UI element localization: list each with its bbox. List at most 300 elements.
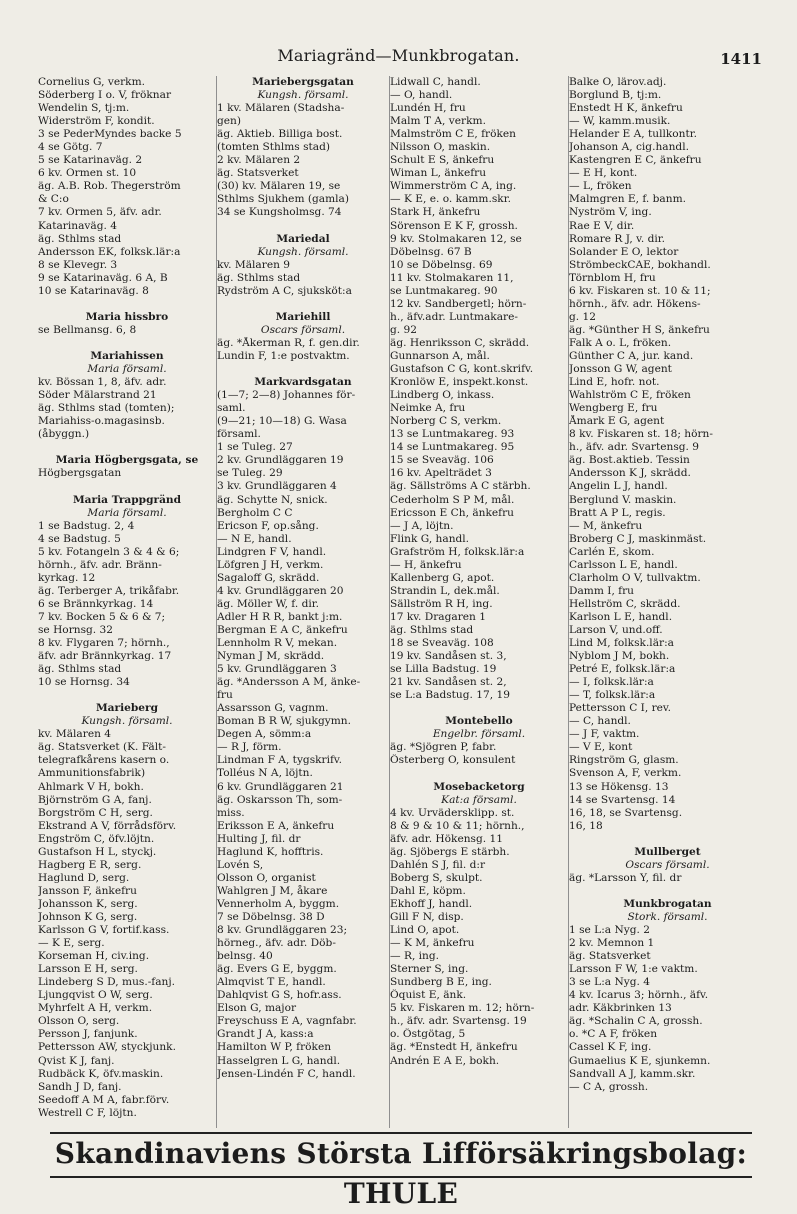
directory-entry: — C A, grossh. <box>569 1080 649 1093</box>
directory-entry: se Tuleg. 29 <box>217 467 283 480</box>
directory-entry: Nilsson O, maskin. <box>390 141 491 154</box>
directory-entry: Sandh J D, fanj. <box>38 1080 122 1093</box>
directory-entry <box>390 702 568 715</box>
directory-entry: 3 se PederMyndes backe 5 <box>38 128 182 141</box>
directory-entry: Jensen-Lindén F C, handl. <box>217 1067 356 1080</box>
section-heading: Maria hissbro <box>85 310 169 323</box>
directory-entry: 7 se Döbelnsg. 38 D <box>217 911 325 923</box>
directory-entry: 10 se Döbelnsg. 69 <box>390 258 493 271</box>
section-heading: Maria Högbergsgata, se <box>55 454 199 467</box>
directory-entry: Österberg O, konsulent <box>390 754 516 767</box>
directory-entry: 5 kv. Fotangeln 3 & 4 & 6; <box>38 545 180 558</box>
directory-entry: Olsson O, organist <box>217 871 316 884</box>
directory-entry: äg. *Enstedt H, änkefru <box>390 1041 518 1054</box>
directory-entry: 4 se Badstug. 5 <box>38 532 121 545</box>
directory-entry: Lind O, apot. <box>390 924 460 937</box>
directory-entry: 34 se Kungsholmsg. 74 <box>217 206 342 219</box>
parish-subheading: Maria församl. <box>87 363 167 376</box>
directory-entry: Grandt J A, kass:a <box>217 1028 314 1041</box>
directory-entry: 4 se Götg. 7 <box>38 141 103 154</box>
directory-entry: g. 92 <box>390 323 417 336</box>
directory-entry: Sandvall A J, kamm.skr. <box>569 1067 696 1080</box>
directory-entry: 21 kv. Sandåsen st. 2, <box>390 676 507 689</box>
directory-entry: Seedoff A M A, fabr.förv. <box>38 1093 170 1106</box>
page-header <box>0 46 797 70</box>
directory-entry: Cornelius G, verkm. <box>38 76 146 88</box>
section-heading: Mariehill <box>275 310 331 323</box>
directory-entry: 2 kv. Grundläggaren 19 <box>217 454 344 467</box>
directory-entry: Wengberg E, fru <box>569 402 658 415</box>
directory-entry: äg. Möller W, f. dir. <box>217 597 320 610</box>
directory-entry: Lovén S, <box>217 858 264 871</box>
section-heading: Mariahissen <box>90 349 164 362</box>
directory-entry: Malmström C E, fröken <box>390 128 516 141</box>
parish-subheading: Kungsh. församl. <box>81 715 173 728</box>
directory-entry: Ringström G, glasm. <box>569 754 679 767</box>
parish-subheading: Kungsh. församl. <box>257 245 349 258</box>
directory-entry: Gustafson H L, styckj. <box>38 845 157 858</box>
directory-entry: Olsson O, serg. <box>38 1015 120 1028</box>
directory-entry: Larsson E H, serg. <box>38 963 138 976</box>
directory-entry: — H, änkefru <box>390 558 462 571</box>
column-2 <box>217 76 389 1128</box>
directory-entry: Döbelnsg. 67 B <box>390 245 472 258</box>
directory-entry: Hellström C, skrädd. <box>569 597 681 610</box>
section-heading: Mullberget <box>634 845 701 858</box>
directory-entry: Ericson F, op.sång. <box>217 519 319 532</box>
directory-entry: 14 se Svartensg. 14 <box>569 793 676 806</box>
directory-entry: Öquist E, änk. <box>390 989 467 1002</box>
directory-entry: — I, folksk.lär:a <box>569 676 654 689</box>
directory-entry: Karlsson G V, fortif.kass. <box>38 924 170 937</box>
directory-entry: Clarholm O V, tullvaktm. <box>569 571 701 584</box>
directory-entry: Mariahiss-o.magasinsb. <box>38 415 165 428</box>
directory-entry: Sundberg B E, ing. <box>390 976 492 989</box>
directory-entry: Norberg C S, verkm. <box>390 415 502 428</box>
directory-entry: Hagberg E R, serg. <box>38 858 142 871</box>
directory-entry: äg. *Günther H S, änkefru <box>569 323 710 336</box>
directory-entry: — O, handl. <box>390 89 453 102</box>
directory-entry <box>38 337 216 350</box>
directory-entry: 5 kv. Grundläggaren 3 <box>217 663 337 676</box>
parish-subheading: Engelbr. församl. <box>432 728 526 741</box>
directory-entry: Falk A o. L, fröken. <box>569 336 672 349</box>
directory-entry: Pettersson C I, rev. <box>569 702 672 715</box>
directory-entry: Gunnarson A, mål. <box>390 349 490 362</box>
directory-entry: 2 kv. Mälaren 2 <box>217 154 301 167</box>
directory-entry: äg. *Åkerman R, f. gen.dir. <box>217 336 360 349</box>
directory-entry: (30) kv. Mälaren 19, se <box>217 180 341 193</box>
directory-entry: — J F, vaktm. <box>569 728 640 741</box>
directory-entry: 10 se Hornsg. 34 <box>38 676 130 689</box>
directory-entry: Balke O, lärov.adj. <box>569 76 667 88</box>
directory-entry: äg. Henriksson C, skrädd. <box>390 336 530 349</box>
directory-entry: äg. Aktieb. Billiga bost. <box>217 128 343 141</box>
directory-entry: — K E, e. o. kamm.skr. <box>390 193 511 206</box>
directory-entry: Johnson K G, serg. <box>38 911 138 923</box>
directory-entry: Dahlén S J, fil. d:r <box>390 858 486 871</box>
directory-entry: saml. <box>217 402 246 415</box>
directory-entry: Wahlström C E, fröken <box>569 389 691 402</box>
parish-subheading: Oscars församl. <box>260 323 346 336</box>
directory-entry: 6 kv. Ormen st. 10 <box>38 167 137 180</box>
directory-entry: Malm T A, verkm. <box>390 115 486 128</box>
directory-entry: Söderberg I o. V, fröknar <box>38 89 172 102</box>
directory-entry: se Luntmakareg. 90 <box>390 284 498 297</box>
directory-entry <box>569 885 766 898</box>
directory-entry: — C, handl. <box>569 715 631 728</box>
directory-entry: o. Östgötag, 5 <box>390 1028 466 1041</box>
directory-entry: fru <box>217 689 233 702</box>
advertisement-banner: Skandinaviens Största Lifförsäkringsbolag: THULE <box>50 1132 752 1178</box>
section-heading: Markvardsgatan <box>254 376 352 389</box>
directory-entry: Westrell C F, löjtn. <box>38 1106 137 1119</box>
directory-entry: Pettersson AW, styckjunk. <box>38 1041 176 1054</box>
directory-entry: 6 se Brännkyrkag. 14 <box>38 597 154 610</box>
directory-entry: Wiman L, änkefru <box>390 167 487 180</box>
directory-entry: se Bellmansg. 6, 8 <box>38 323 137 336</box>
directory-entry: äg. Sthlms stad <box>390 623 474 636</box>
directory-entry: Ammunitionsfabrik) <box>38 767 146 780</box>
directory-entry: Boberg S, skulpt. <box>390 871 483 884</box>
directory-entry: Helander E A, tullkontr. <box>569 128 698 141</box>
directory-entry: Bergman E A C, änkefru <box>217 623 348 636</box>
directory-entry: Persson J, fanjunk. <box>38 1028 138 1041</box>
directory-entry: Schult E S, änkefru <box>390 154 495 167</box>
directory-entry: Korseman H, civ.ing. <box>38 950 150 963</box>
directory-entry: Tolléus N A, löjtn. <box>217 767 313 780</box>
directory-entry: 9 kv. Stolmakaren 12, se <box>390 232 522 245</box>
column-4 <box>569 76 766 1128</box>
directory-entry: se Lilla Badstug. 19 <box>390 663 497 676</box>
directory-entry: o. *C A F, fröken <box>569 1028 658 1041</box>
directory-entry: äg. Oskarsson Th, som- <box>217 793 343 806</box>
directory-entry: Cederholm S P M, mål. <box>390 493 515 506</box>
running-title: Mariagränd—Munkbrogatan. <box>277 46 520 65</box>
directory-entry <box>217 298 389 311</box>
directory-entry: Andersson K J, skrädd. <box>569 467 691 480</box>
parish-subheading: Kungsh. församl. <box>257 89 349 102</box>
directory-entry: Johansson K, serg. <box>38 897 138 910</box>
directory-entry: Widerström F, kondit. <box>38 115 155 128</box>
directory-entry: hörnh., äfv. adr. Hökens- <box>569 297 701 310</box>
directory-entry: (åbyggn.) <box>38 428 90 441</box>
page-number: 1411 <box>720 50 762 68</box>
directory-entry: 10 se Katarinaväg. 8 <box>38 284 149 297</box>
directory-entry: äg. Sjöbergs E stärbh. <box>390 845 510 858</box>
directory-entry: — R, ing. <box>390 950 440 963</box>
directory-entry: äg. Evers G E, byggm. <box>217 963 337 976</box>
directory-entry: Lind E, hofr. not. <box>569 376 660 389</box>
directory-entry: Dahlqvist G S, hofr.ass. <box>217 989 342 1002</box>
directory-columns <box>38 76 766 1128</box>
directory-entry: 8 se Klevegr. 3 <box>38 258 118 271</box>
directory-entry: StrömbeckCAE, bokhandl. <box>569 258 711 271</box>
directory-entry: församl. <box>217 428 261 441</box>
directory-entry: 16 kv. Apelträdet 3 <box>390 467 492 480</box>
directory-entry: Berglund V. maskin. <box>569 493 677 506</box>
directory-entry: se L:a Badstug. 17, 19 <box>390 689 510 702</box>
directory-entry: 1 se Badstug. 2, 4 <box>38 519 135 532</box>
directory-entry: 9 se Katarinaväg. 6 A, B <box>38 271 168 284</box>
directory-entry: 13 se Hökensg. 13 <box>569 780 669 793</box>
directory-entry: 1 se L:a Nyg. 2 <box>569 924 650 937</box>
directory-entry: äg. Bost.aktieb. Tessin <box>569 454 690 467</box>
directory-entry: äg. A.B. Rob. Thegerström <box>38 180 181 193</box>
directory-entry: Hamilton W P, fröken <box>217 1041 332 1054</box>
directory-entry: 18 se Sveaväg. 108 <box>390 637 494 650</box>
directory-entry: Gustafson C G, kont.skrifv. <box>390 363 534 376</box>
directory-entry: (1—7; 2—8) Johannes för- <box>217 389 356 402</box>
directory-entry: h., äfv. adr. Svartensg. 19 <box>390 1015 527 1028</box>
directory-entry: Wahlgren J M, åkare <box>217 884 328 897</box>
directory-entry: 4 kv. Icarus 3; hörnh., äfv. <box>569 989 709 1002</box>
section-heading: Marieberg <box>95 702 159 715</box>
directory-entry <box>390 767 568 780</box>
directory-entry: Lindgren F V, handl. <box>217 545 327 558</box>
directory-entry: äg. *Andersson A M, änke- <box>217 676 361 689</box>
directory-entry: — T, folksk.lär:a <box>569 689 656 702</box>
directory-entry: 15 se Sveaväg. 106 <box>390 454 494 467</box>
directory-entry: Ekstrand A V, förrådsförv. <box>38 819 177 832</box>
parish-subheading: Oscars församl. <box>625 858 710 871</box>
directory-entry: Hulting J, fil. dr <box>217 832 301 845</box>
directory-entry: 2 kv. Memnon 1 <box>569 937 655 950</box>
directory-entry: kv. Bössan 1, 8, äfv. adr. <box>38 376 167 389</box>
directory-entry: Angelin L J, handl. <box>569 480 668 493</box>
directory-entry: Rae E V, dir. <box>569 219 635 232</box>
section-heading: Maria Trappgränd <box>72 493 182 506</box>
directory-entry: Högbergsgatan <box>38 467 122 480</box>
directory-entry: h., äfv.adr. Luntmakare- <box>390 310 518 323</box>
directory-entry: Eriksson E A, änkefru <box>217 819 335 832</box>
directory-entry: hörnh., äfv. adr. Bränn- <box>38 558 162 571</box>
directory-entry: Larson V, und.off. <box>569 623 663 636</box>
directory-entry: Nyström V, ing. <box>569 206 652 219</box>
directory-entry: 6 kv. Grundläggaren 21 <box>217 780 344 793</box>
directory-entry: gen) <box>217 115 242 128</box>
directory-entry: Grafström H, folksk.lär:a <box>390 545 525 558</box>
directory-entry: Gill F N, disp. <box>390 911 464 923</box>
directory-entry: äg. Schytte N, snick. <box>217 493 328 506</box>
directory-entry: Andrén E A E, bokh. <box>390 1054 500 1067</box>
directory-entry: Törnblom H, fru <box>569 271 656 284</box>
directory-entry <box>38 441 216 454</box>
directory-entry: 5 kv. Fiskaren m. 12; hörn- <box>390 1002 535 1015</box>
directory-entry: Jansson F, änkefru <box>38 884 137 897</box>
directory-entry: 11 kv. Stolmakaren 11, <box>390 271 514 284</box>
directory-entry: adr. Käkbrinken 13 <box>569 1002 672 1015</box>
directory-entry: 5 se Katarinaväg. 2 <box>38 154 143 167</box>
directory-entry: miss. <box>217 806 245 819</box>
directory-entry: Åmark E G, agent <box>569 415 665 428</box>
directory-entry: — J A, löjtn. <box>390 519 454 532</box>
directory-entry: Malmgren E, f. banm. <box>569 193 686 206</box>
directory-entry: 19 kv. Sandåsen st. 3, <box>390 650 507 663</box>
directory-entry: Lindberg O, inkass. <box>390 389 495 402</box>
directory-entry: — E H, kont. <box>569 167 638 180</box>
directory-entry: Dahl E, köpm. <box>390 884 466 897</box>
section-heading: Munkbrogatan <box>623 897 712 910</box>
directory-entry: Borglund B, tj:m. <box>569 89 662 102</box>
directory-entry: Damm I, fru <box>569 584 634 597</box>
directory-entry: äg. Sthlms stad <box>38 232 122 245</box>
directory-entry: äg. *Sjögren P, fabr. <box>390 741 497 754</box>
directory-entry: Bergholm C C <box>217 506 293 519</box>
directory-entry: — K M, änkefru <box>390 937 475 950</box>
directory-entry: äfv. adr. Hökensg. 11 <box>390 832 503 845</box>
directory-entry: Jonsson G W, agent <box>569 363 672 376</box>
directory-entry: Söder Mälarstrand 21 <box>38 389 157 402</box>
directory-entry: Haglund K, hofftris. <box>217 845 324 858</box>
directory-entry: Katarinaväg. 4 <box>38 219 117 232</box>
directory-entry: Qvist K J, fanj. <box>38 1054 115 1067</box>
directory-entry: Carlén E, skom. <box>569 545 655 558</box>
directory-entry: Bratt A P L, regis. <box>569 506 666 519</box>
directory-entry: Adler H R R, bankt j:m. <box>217 610 343 623</box>
directory-entry: äg. *Larsson Y, fil. dr <box>569 871 682 884</box>
directory-entry: 12 kv. Sandbergetl; hörn- <box>390 297 527 310</box>
directory-entry: 16, 18 <box>569 819 603 832</box>
directory-entry: Kallenberg G, apot. <box>390 571 495 584</box>
directory-entry: Freyschuss E A, vagnfabr. <box>217 1015 357 1028</box>
directory-entry: 8 kv. Fiskaren st. 18; hörn- <box>569 428 713 441</box>
directory-entry: — K E, serg. <box>38 937 105 950</box>
directory-entry: — M, änkefru <box>569 519 643 532</box>
column-3 <box>390 76 568 1128</box>
directory-entry: 13 se Luntmakareg. 93 <box>390 428 515 441</box>
directory-entry: Björnström G A, fanj. <box>38 793 152 806</box>
directory-entry: Löfgren J H, verkm. <box>217 558 324 571</box>
directory-entry: Borgström C H, serg. <box>38 806 153 819</box>
directory-entry: Carlsson L E, handl. <box>569 558 678 571</box>
directory-entry: Larsson F W, 1:e vaktm. <box>569 963 698 976</box>
directory-entry <box>217 363 389 376</box>
directory-entry: äg. Statsverket (K. Fält- <box>38 741 166 754</box>
directory-entry: g. 12 <box>569 310 596 323</box>
column-1 <box>38 76 216 1128</box>
directory-entry: Elson G, major <box>217 1002 297 1015</box>
directory-entry: Strandin L, dek.mål. <box>390 584 500 597</box>
directory-entry: Gumaelius K E, sjunkemn. <box>569 1054 711 1067</box>
parish-subheading: Kat:a församl. <box>441 793 517 806</box>
directory-entry: Nyblom J M, bokh. <box>569 650 670 663</box>
directory-entry: Degen A, sömm:a <box>217 728 312 741</box>
directory-entry: Sterner S, ing. <box>390 963 469 976</box>
directory-entry: Flink G, handl. <box>390 532 470 545</box>
directory-entry: Petré E, folksk.lär:a <box>569 663 676 676</box>
directory-entry: 17 kv. Dragaren 1 <box>390 610 486 623</box>
directory-entry: Wimmerström C A, ing. <box>390 180 517 193</box>
directory-entry: kv. Mälaren 9 <box>217 258 291 271</box>
directory-entry: telegrafkårens kasern o. <box>38 754 170 767</box>
directory-entry: äg. Sthlms stad (tomten); <box>38 402 175 415</box>
directory-entry: Cassel K F, ing. <box>569 1041 652 1054</box>
directory-entry: Kronlöw E, inspekt.konst. <box>390 376 529 389</box>
directory-entry <box>569 833 766 846</box>
directory-entry <box>217 220 389 233</box>
directory-entry: Nyman J M, skrädd. <box>217 650 325 663</box>
directory-entry: 7 kv. Bocken 5 & 6 & 7; <box>38 610 166 623</box>
directory-entry: Broberg C J, maskinmäst. <box>569 532 707 545</box>
directory-entry: Günther C A, jur. kand. <box>569 349 694 362</box>
directory-entry: Vennerholm A, byggm. <box>217 897 340 910</box>
directory-entry: Sällström R H, ing. <box>390 597 493 610</box>
directory-entry: 4 kv. Urvädersklipp. st. <box>390 806 515 819</box>
section-heading: Mariedal <box>276 232 330 245</box>
directory-entry: 3 kv. Grundläggaren 4 <box>217 480 337 493</box>
directory-entry: Neimke A, fru <box>390 402 466 415</box>
directory-entry: belnsg. 40 <box>217 950 273 963</box>
directory-entry: Sörenson E K F, grossh. <box>390 219 518 232</box>
directory-entry: äg. Terberger A, trikåfabr. <box>38 584 180 597</box>
directory-entry <box>38 480 216 493</box>
directory-entry: 14 se Luntmakareg. 95 <box>390 441 515 454</box>
directory-entry: 3 se L:a Nyg. 4 <box>569 976 650 989</box>
directory-entry: 8 kv. Flygaren 7; hörnh., <box>38 637 170 650</box>
directory-entry: äg. Sällströms A C stärbh. <box>390 480 531 493</box>
directory-entry: — L, fröken <box>569 180 632 193</box>
directory-entry: äg. Sthlms stad <box>38 663 122 676</box>
directory-entry: kyrkag. 12 <box>38 571 96 584</box>
directory-entry <box>38 689 216 702</box>
directory-entry: 1 kv. Mälaren (Stadsha- <box>217 102 345 115</box>
directory-entry: Engström C, öfv.löjtn. <box>38 832 155 845</box>
section-heading: Mosebacketorg <box>433 780 525 793</box>
directory-entry: h., äfv. adr. Svartensg. 9 <box>569 441 700 454</box>
directory-entry: Hasselgren L G, handl. <box>217 1054 341 1067</box>
directory-entry: Assarsson G, vagnm. <box>217 702 329 715</box>
directory-entry: Almqvist T E, handl. <box>217 976 326 989</box>
directory-entry: Johanson A, cig.handl. <box>569 141 689 154</box>
directory-entry: Haglund D, serg. <box>38 871 130 884</box>
directory-entry: Kastengren E C, änkefru <box>569 154 702 167</box>
directory-entry: 4 kv. Grundläggaren 20 <box>217 584 344 597</box>
directory-entry: Ljungqvist O W, serg. <box>38 989 153 1002</box>
directory-entry: Lundén H, fru <box>390 102 466 115</box>
directory-entry: Stark H, änkefru <box>390 206 481 219</box>
directory-entry: Rudbäck K, öfv.maskin. <box>38 1067 164 1080</box>
directory-entry: Solander E O, lektor <box>569 245 679 258</box>
directory-entry: Karlson L E, handl. <box>569 610 673 623</box>
directory-entry: Wendelin S, tj:m. <box>38 102 130 115</box>
directory-entry: — W, kamm.musik. <box>569 115 671 128</box>
parish-subheading: Maria församl. <box>87 506 167 519</box>
directory-entry: 8 kv. Grundläggaren 23; <box>217 924 348 937</box>
directory-entry: äg. *Schalin C A, grossh. <box>569 1015 703 1028</box>
directory-entry: Svenson A, F, verkm. <box>569 767 682 780</box>
directory-entry: 6 kv. Fiskaren st. 10 & 11; <box>569 284 711 297</box>
directory-entry: Enstedt H K, änkefru <box>569 102 683 115</box>
directory-entry: Rydström A C, sjuksköt:a <box>217 284 352 297</box>
directory-entry: Lennholm R V, mekan. <box>217 637 338 650</box>
directory-entry: Sagaloff G, skrädd. <box>217 571 320 584</box>
directory-entry: Ahlmark V H, bokh. <box>38 780 144 793</box>
directory-entry: äg. Statsverket <box>217 167 299 180</box>
directory-entry: 7 kv. Ormen 5, äfv. adr. <box>38 206 162 219</box>
directory-entry: kv. Mälaren 4 <box>38 728 112 741</box>
directory-entry: 8 & 9 & 10 & 11; hörnh., <box>390 819 525 832</box>
directory-entry: Sthlms Sjukhem (gamla) <box>217 193 349 206</box>
directory-entry: Lind M, folksk.lär:a <box>569 637 674 650</box>
directory-entry: 16, 18, se Svartensg. <box>569 806 683 819</box>
directory-entry: — R J, förm. <box>217 741 282 754</box>
section-heading: Montebello <box>445 715 513 728</box>
directory-entry: 1 se Tuleg. 27 <box>217 441 293 454</box>
directory-entry: Lindman F A, tygskrifv. <box>217 754 343 767</box>
directory-entry: äg. Statsverket <box>569 950 651 963</box>
directory-entry: äfv. adr Brännkyrkag. 17 <box>38 650 172 663</box>
